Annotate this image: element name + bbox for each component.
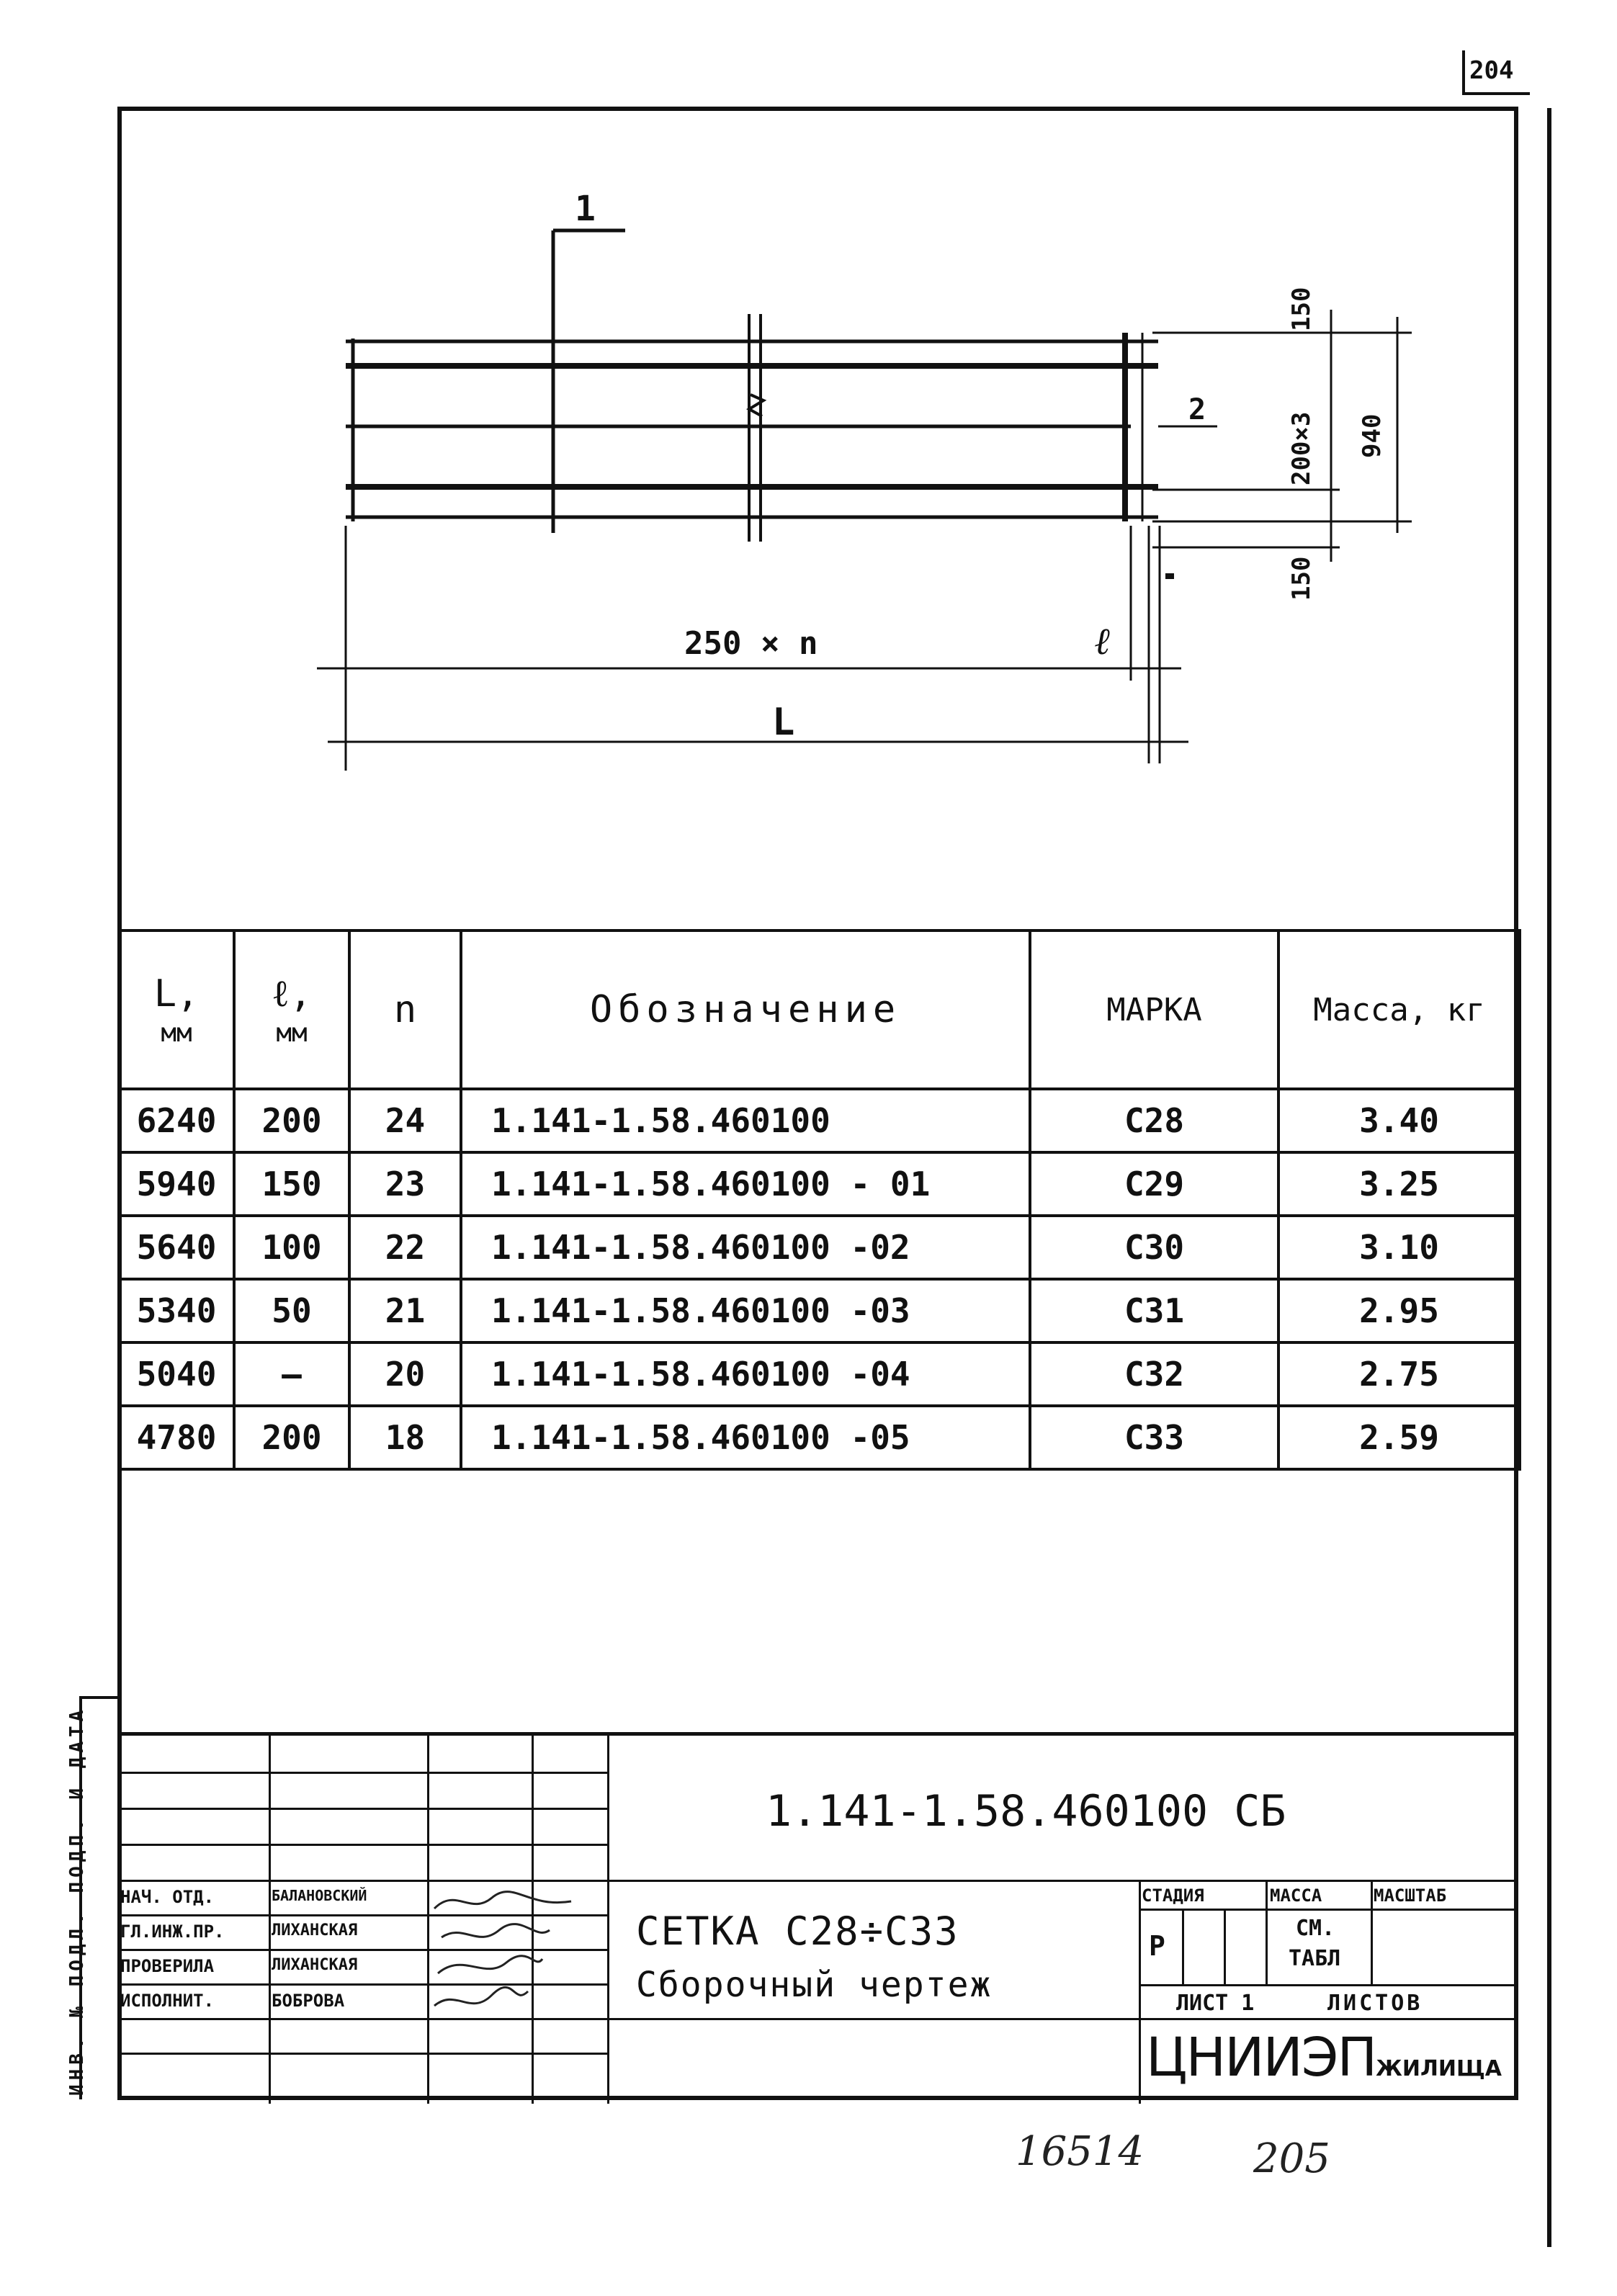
cell-count: 21 (349, 1279, 461, 1342)
cell-count: 24 (349, 1089, 461, 1152)
cell-mark: С30 (1030, 1216, 1278, 1279)
cell-mass: 2.95 (1278, 1279, 1520, 1342)
cell-count: 20 (349, 1342, 461, 1406)
cell-designation: 1.141-1.58.460100 - 01 (461, 1152, 1030, 1216)
signature-role: ПРОВЕРИЛА (120, 1956, 215, 1976)
signature-role: ГЛ.ИНЖ.ПР. (120, 1921, 225, 1942)
sheets-label: ЛИСТОВ (1327, 1991, 1423, 2016)
cell-designation: 1.141-1.58.460100 -02 (461, 1216, 1030, 1279)
cell-end-length: 50 (234, 1279, 349, 1342)
cell-mass: 2.59 (1278, 1406, 1520, 1469)
tb-row-line (117, 1880, 1518, 1882)
tb-row-line (1139, 1909, 1518, 1911)
header-count: n (349, 930, 461, 1089)
cell-mark: С28 (1030, 1089, 1278, 1152)
handwritten-page-number: 205 (1253, 2135, 1330, 2182)
header-designation: Обозначение (461, 930, 1030, 1089)
mass-label: МАССА (1270, 1885, 1322, 1906)
cell-mass: 3.40 (1278, 1089, 1520, 1152)
signature-name: БАЛАНОВСКИЙ (272, 1887, 367, 1904)
cell-mass: 2.75 (1278, 1342, 1520, 1406)
tb-col-line (607, 1736, 609, 2104)
cell-end-length: 100 (234, 1216, 349, 1279)
dim-chain: 250 × n (684, 625, 818, 662)
tb-row-line (1139, 1984, 1518, 1986)
cell-end-length: 150 (234, 1152, 349, 1216)
document-code: 1.141-1.58.460100 СБ (766, 1786, 1286, 1837)
cell-designation: 1.141-1.58.460100 (461, 1089, 1030, 1152)
tb-row-line (117, 1772, 607, 1774)
cell-mark: С33 (1030, 1406, 1278, 1469)
table-row (119, 1152, 1520, 1216)
cell-mass: 3.10 (1278, 1216, 1520, 1279)
cell-mark: С32 (1030, 1342, 1278, 1406)
position-mark: 2 (1188, 393, 1206, 426)
organization-name: ЦНИИЭПЖИЛИЩА (1146, 2027, 1502, 2089)
tb-col-line (1371, 1880, 1373, 1984)
cell-mark: С29 (1030, 1152, 1278, 1216)
stage-label: СТАДИЯ (1142, 1885, 1204, 1906)
cell-length: 5340 (119, 1279, 234, 1342)
mass-value-line-1: СМ. (1296, 1916, 1335, 1941)
section-mark: 1 (575, 189, 596, 229)
dim-top: 150 (1287, 287, 1316, 331)
mass-value-line-2: ТАБЛ (1289, 1946, 1341, 1971)
cell-end-length: 200 (234, 1089, 349, 1152)
dim-total: 940 (1358, 413, 1387, 458)
signature-name: ЛИХАНСКАЯ (272, 1921, 358, 1940)
signature-name: БОБРОВА (272, 1991, 345, 2011)
cell-count: 23 (349, 1152, 461, 1216)
cell-length: 5940 (119, 1152, 234, 1216)
table-header-row (119, 930, 1520, 1089)
cell-designation: 1.141-1.58.460100 -05 (461, 1406, 1030, 1469)
dim-bottom: 150 (1287, 556, 1316, 601)
signature-name: ЛИХАНСКАЯ (272, 1956, 358, 1974)
header-mass: Масса, кг (1278, 930, 1520, 1089)
mesh-drawing (0, 0, 1617, 929)
table-row (119, 1406, 1520, 1469)
tb-col-line (1224, 1909, 1226, 1984)
signature-scribbles (427, 1880, 607, 2024)
cell-count: 22 (349, 1216, 461, 1279)
title-line-2: Сборочный чертеж (636, 1965, 993, 2005)
cell-length: 4780 (119, 1406, 234, 1469)
dim-end: ℓ (1095, 620, 1111, 663)
title-line-1: СЕТКА С28÷С33 (636, 1909, 959, 1954)
scale-label: МАСШТАБ (1374, 1885, 1447, 1906)
cell-length: 5640 (119, 1216, 234, 1279)
handwritten-number: 16514 (1016, 2128, 1145, 2175)
title-block (117, 1732, 1518, 2100)
table-row (119, 1342, 1520, 1406)
header-end-length: ℓ, мм (234, 930, 349, 1089)
specification-table (117, 929, 1521, 1471)
side-strip-label: ИНВ. № ПОДЛ. ПОДП. И ДАТА (66, 1705, 88, 2096)
cell-end-length: – (234, 1342, 349, 1406)
header-length: L, мм (119, 930, 234, 1089)
cell-length: 5040 (119, 1342, 234, 1406)
dim-middle: 200×3 (1287, 411, 1316, 485)
header-mark: МАРКА (1030, 930, 1278, 1089)
tb-col-line (1139, 1880, 1141, 2104)
tb-row-line (117, 2018, 1518, 2020)
tb-col-line (269, 1736, 271, 2104)
cell-designation: 1.141-1.58.460100 -04 (461, 1342, 1030, 1406)
cell-designation: 1.141-1.58.460100 -03 (461, 1279, 1030, 1342)
cell-mark: С31 (1030, 1279, 1278, 1342)
cell-end-length: 200 (234, 1406, 349, 1469)
cell-mass: 3.25 (1278, 1152, 1520, 1216)
tb-row-line (117, 1808, 607, 1810)
signature-role: ИСПОЛНИТ. (120, 1991, 215, 2011)
table-row (119, 1279, 1520, 1342)
tb-row-line (117, 2053, 607, 2055)
signature-role: НАЧ. ОТД. (120, 1887, 215, 1907)
dim-length: L (772, 701, 795, 744)
tb-row-line (117, 1844, 607, 1846)
sheet-label: ЛИСТ 1 (1176, 1991, 1255, 2016)
table-row (119, 1089, 1520, 1152)
tb-col-line (1182, 1909, 1184, 1984)
cell-length: 6240 (119, 1089, 234, 1152)
cell-count: 18 (349, 1406, 461, 1469)
stage-value: Р (1149, 1930, 1165, 1962)
sheet-number: 204 (1469, 56, 1514, 85)
table-row (119, 1216, 1520, 1279)
tb-col-line (1266, 1880, 1268, 1984)
